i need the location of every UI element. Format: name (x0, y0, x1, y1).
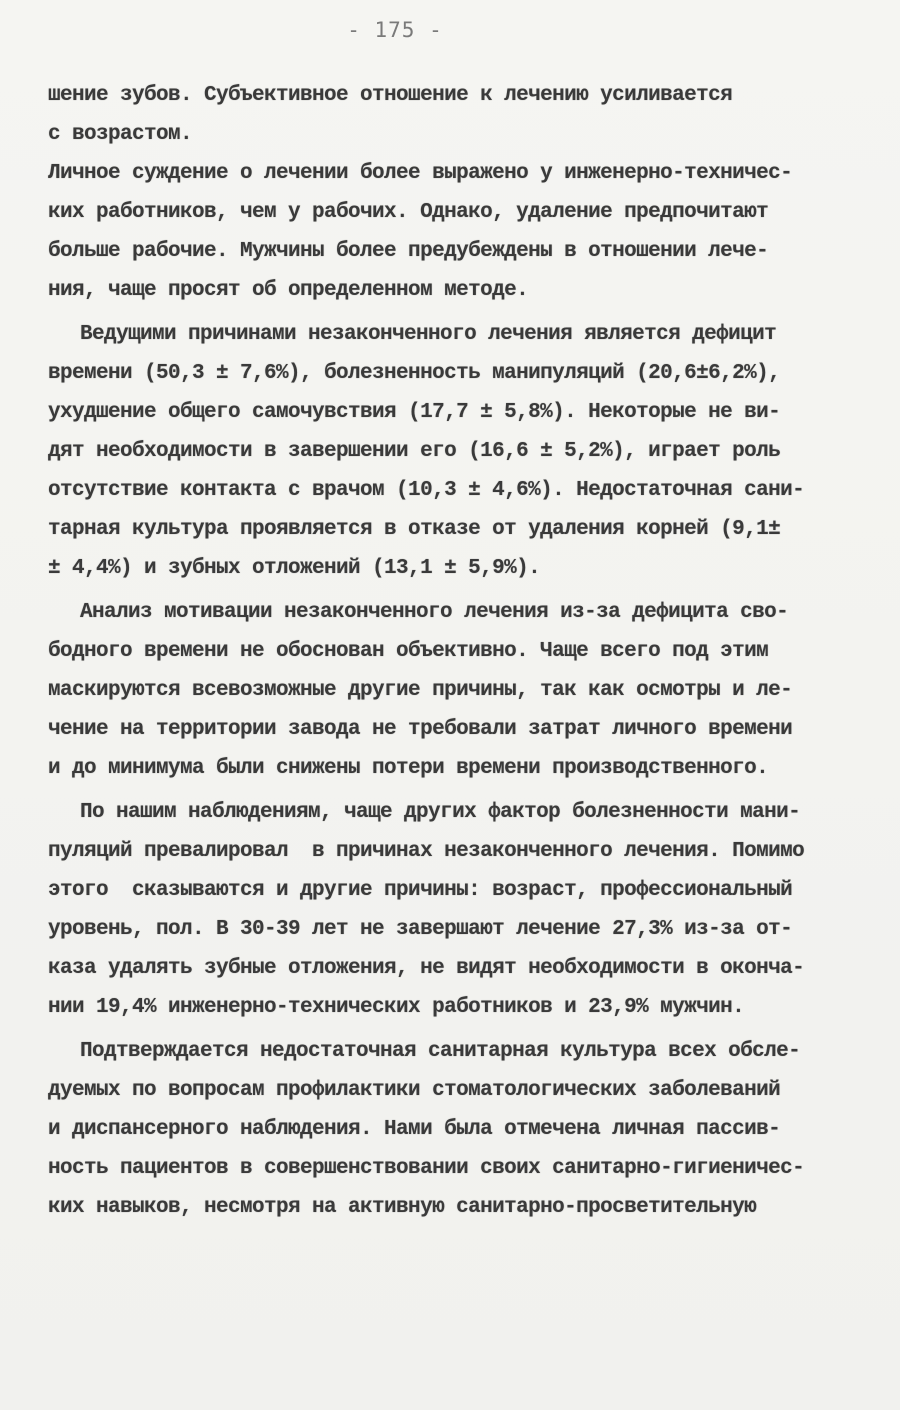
text-line: ких навыков, несмотря на активную санитарно-просветительную (48, 1196, 757, 1219)
text-line: уровень, пол. В 30-39 лет не завершают лечение 27,3% из-за от- (48, 918, 793, 941)
text-line: шение зубов. Субъективное отношение к лечению усиливается (48, 84, 733, 107)
text-line: ность пациентов в совершенствовании своих санитарно-гигиеничес- (48, 1157, 805, 1180)
text-line: чение на территории завода не требовали затрат личного времени (48, 718, 793, 741)
body-text (48, 76, 860, 1227)
text-line: с возрастом. (48, 123, 193, 146)
text-line: и до минимума были снижены потери времени производственного. (48, 757, 769, 780)
text-line: тарная культура проявляется в отказе от удаления корней (9,1± (48, 518, 781, 541)
text-line: больше рабочие. Мужчины более предубеждены в отношении лече- (48, 240, 769, 263)
text-line: ких работников, чем у рабочих. Однако, удаление предпочитают (48, 201, 769, 224)
paragraph-start-line: Анализ мотивации незаконченного лечения из-за дефицита сво- (80, 601, 789, 624)
text-line: Личное суждение о лечении более выражено у инженерно-техничес- (48, 162, 793, 185)
text-line: дуемых по вопросам профилактики стоматологических заболеваний (48, 1079, 781, 1102)
text-line: нии 19,4% инженерно-технических работников и 23,9% мужчин. (48, 996, 745, 1019)
text-line: и диспансерного наблюдения. Нами была отмечена личная пассив- (48, 1118, 781, 1141)
text-line: отсутствие контакта с врачом (10,3 ± 4,6%). Недостаточная сани- (48, 479, 805, 502)
text-line: ухудшение общего самочувствия (17,7 ± 5,8%). Некоторые не ви- (48, 401, 781, 424)
paragraph-start-line: Ведущими причинами незаконченного лечения является дефицит (80, 323, 777, 346)
text-line: маскируются всевозможные другие причины, так как осмотры и ле- (48, 679, 793, 702)
text-line: ± 4,4%) и зубных отложений (13,1 ± 5,9%). (48, 557, 541, 580)
text-line: дят необходимости в завершении его (16,6 ± 5,2%), играет роль (48, 440, 781, 463)
paragraph-start-line: По нашим наблюдениям, чаще других фактор болезненности мани- (80, 801, 801, 824)
text-line: бодного времени не обоснован объективно. Чаще всего под этим (48, 640, 769, 663)
text-line: этого сказываются и другие причины: возраст, профессиональный (48, 879, 793, 902)
paragraph-start-line: Подтверждается недостаточная санитарная культура всех обсле- (80, 1040, 801, 1063)
text-line: каза удалять зубные отложения, не видят необходимости в оконча- (48, 957, 805, 980)
text-line: времени (50,3 ± 7,6%), болезненность манипуляций (20,6±6,2%), (48, 362, 781, 385)
page-number: - 175 - (347, 18, 443, 42)
text-line: пуляций превалировал в причинах незаконченного лечения. Помимо (48, 840, 805, 863)
text-line: ния, чаще просят об определенном методе. (48, 279, 529, 302)
